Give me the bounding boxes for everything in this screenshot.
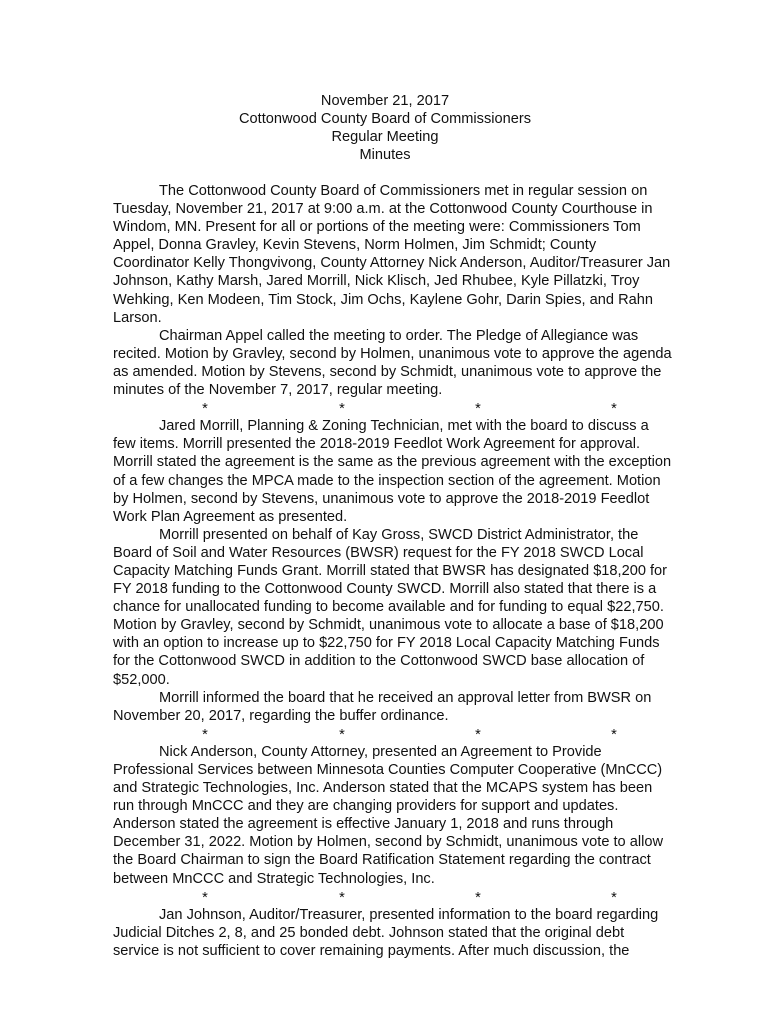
meeting-date: November 21, 2017 <box>320 93 450 109</box>
separator-asterisk: * <box>611 401 617 418</box>
paragraph: Morrill presented on behalf of Kay Gross, SWCD District Administrator, the Board of Soil and Water Resources (BWSR) request for the FY 2018 SWCD Local Capacity Matching Funds Grant. Morrill stated that BWSR has designated $18,200 for FY 2018 funding to the Cottonwood County SWCD. Morrill also stated that there is a chance for unallocated funding to become available and for funding to equal $22,750. Motion by Gravley, second by Schmidt, unanimous vote to allocate a base of $18,200 with an option to increase up to $22,750 for FY 2018 Local Capacity Matching Funds for the Cottonwood SWCD in addition to the Cottonwood SWCD base allocation of $52,000. <box>113 526 668 688</box>
paragraph: Chairman Appel called the meeting to order. The Pledge of Allegiance was recited. Motion by Gravley, second by Holmen, unanimous vote to approve the agenda as amended. Motion by Stevens, second by Schmidt, unanimous vote to approve the minutes of the November 7, 2017, regular meeting. <box>113 327 672 399</box>
separator-asterisk: * <box>202 726 208 743</box>
separator-asterisk: * <box>339 401 345 418</box>
separator-asterisk: * <box>475 726 481 743</box>
paragraph: The Cottonwood County Board of Commissioners met in regular session on Tuesday, November 21, 2017 at 9:00 a.m. at the Cottonwood County Courthouse in Windom, MN. Present for all or portions of the meeting were: Commissioners Tom Appel, Donna Gravley, Kevin Stevens, Norm Holmen, Jim Schmidt; County Coordinator Kelly Thongvivong, County Attorney Nick Anderson, Auditor/Treasurer Jan Johnson, Kathy Marsh, Jared Morrill, Nick Klisch, Jed Rhubee, Kyle Pillatzki, Troy Wehking, Ken Modeen, Tim Stock, Jim Ochs, Kaylene Gohr, Darin Spies, and Rahn Larson. <box>113 183 671 326</box>
document-body <box>113 182 673 960</box>
document-header <box>0 92 770 164</box>
separator-asterisk: * <box>339 889 345 906</box>
paragraph: Jared Morrill, Planning & Zoning Technician, met with the board to discuss a few items. Morrill presented the 2018-2019 Feedlot Work Agreement for approval. Morrill stated the agreement is the same as the previous agreement with the exception of a few changes the MPCA made to the inspection section of the agreement. Motion by Holmen, second by Stevens, unanimous vote to approve the 2018-2019 Feedlot Work Plan Agreement as presented. <box>113 418 672 525</box>
separator-asterisk: * <box>475 401 481 418</box>
paragraph: Nick Anderson, County Attorney, presented an Agreement to Provide Professional Services between Minnesota Counties Computer Cooperative (MnCCC) and Strategic Technologies, Inc. Anderson stated that the MCAPS system has been run through MnCCC and they are changing providers for support and updates. Anderson stated the agreement is effective January 1, 2018 and runs through December 31, 2022. Motion by Holmen, second by Schmidt, unanimous vote to allow the Board Chairman to sign the Board Ratification Statement regarding the contract between MnCCC and Strategic Technologies, Inc. <box>113 743 663 887</box>
document-type: Minutes <box>359 147 411 164</box>
separator-asterisk: * <box>339 726 345 743</box>
section-separator <box>113 888 673 906</box>
separator-asterisk: * <box>475 889 481 906</box>
meeting-type: Regular Meeting <box>331 129 439 146</box>
separator-asterisk: * <box>611 726 617 743</box>
section-separator <box>113 725 673 743</box>
separator-asterisk: * <box>202 401 208 418</box>
paragraph: Morrill informed the board that he received an approval letter from BWSR on November 20, 2017, regarding the buffer ordinance. <box>113 689 652 724</box>
board-name: Cottonwood County Board of Commissioners <box>238 111 531 128</box>
section-separator <box>113 399 673 417</box>
paragraph: Jan Johnson, Auditor/Treasurer, presented information to the board regarding Judicial Ditches 2, 8, and 25 bonded debt. Johnson stated that the original debt service is not sufficient to cover remaining payments. After much discussion, the <box>113 906 659 959</box>
separator-asterisk: * <box>202 889 208 906</box>
separator-asterisk: * <box>611 889 617 906</box>
